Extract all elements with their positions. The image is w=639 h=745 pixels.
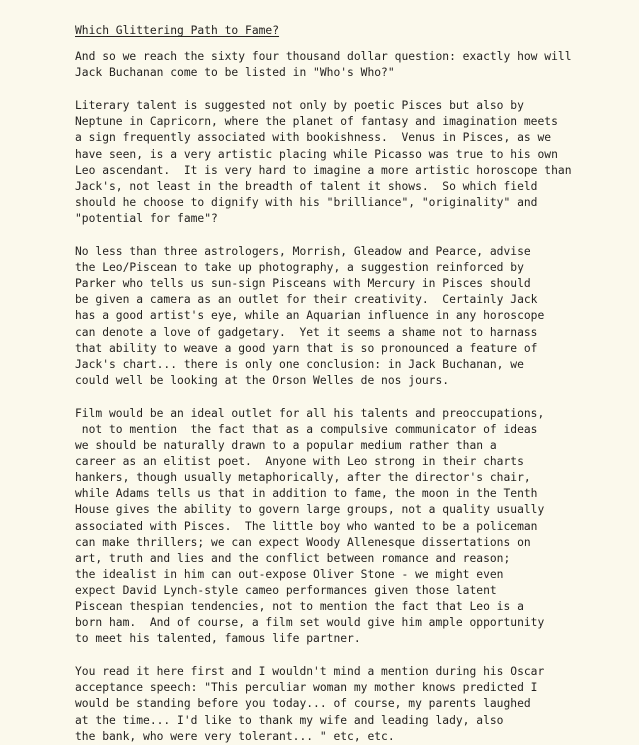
text-line: House gives the ability to govern large groups, not a quality usually — [75, 503, 545, 517]
text-line: be given a camera as an outlet for their creativity. Certainly Jack — [75, 293, 538, 307]
text-line: we should be naturally drawn to a popular medium rather than a — [75, 439, 497, 453]
text-line: hankers, though usually metaphorically, after the director's chair, — [75, 471, 531, 485]
text-line: should he choose to dignify with his "brilliance", "originality" and — [75, 195, 538, 209]
text-line: associated with Pisces. The little boy who wanted to be a policeman — [75, 519, 538, 533]
text-line: can denote a love of gadgetary. Yet it seems a shame not to harnass — [75, 325, 538, 339]
text-line: You read it here first and I wouldn't mind a mention during his Oscar — [75, 665, 545, 679]
text-line: the Leo/Piscean to take up photography, a suggestion reinforced by — [75, 261, 524, 275]
text-line: No less than three astrologers, Morrish, Gleadow and Pearce, advise — [75, 245, 531, 259]
text-line: Film would be an ideal outlet for all his talents and preoccupations, — [75, 406, 545, 420]
paragraph-5 — [75, 664, 629, 744]
text-line: Piscean thespian tendencies, not to mention the fact that Leo is a — [75, 600, 524, 613]
text-line: have seen, is a very artistic placing while Picasso was true to his own — [75, 147, 558, 161]
text-line: "potential for fame"? — [75, 211, 218, 225]
document-title: Which Glittering Path to Fame? — [75, 24, 280, 37]
text-line: can make thrillers; we can expect Woody Allenesque dissertations on — [75, 535, 531, 549]
text-line: Jack's, not least in the breadth of talent it shows. So which field — [75, 179, 538, 193]
text-line: the bank, who were very tolerant... " etc, etc. — [75, 729, 395, 743]
text-line: Leo ascendant. It is very hard to imagine a more artistic horoscope than — [75, 163, 572, 177]
text-line: Neptune in Capricorn, where the planet of fantasy and imagination meets — [75, 115, 558, 129]
text-line: Jack Buchanan come to be listed in "Who's Who?" — [75, 66, 395, 80]
text-line: Parker who tells us sun-sign Pisceans with Mercury in Pisces should — [75, 277, 531, 291]
text-line: to meet his talented, famous life partner. — [75, 632, 361, 646]
text-line: born ham. And of course, a film set would give him ample opportunity — [75, 616, 545, 630]
document-body — [75, 49, 629, 745]
text-line: would be standing before you today... of course, my parents laughed — [75, 697, 531, 711]
text-line: has a good artist's eye, while an Aquarian influence in any horoscope — [75, 309, 545, 323]
text-line: not to mention the fact that as a compulsive communicator of ideas — [75, 422, 538, 436]
text-line: Jack's chart... there is only one conclusion: in Jack Buchanan, we — [75, 357, 524, 371]
text-line: acceptance speech: "This perculiar woman my mother knows predicted I — [75, 681, 538, 695]
text-line: the idealist in him can out-expose Oliver Stone - we might even — [75, 567, 504, 581]
text-line: a sign frequently associated with bookishness. Venus in Pisces, as we — [75, 131, 552, 145]
text-line: art, truth and lies and the conflict between romance and reason; — [75, 551, 511, 565]
text-line: at the time... I'd like to thank my wife and leading lady, also — [75, 713, 504, 727]
text-line: while Adams tells us that in addition to fame, the moon in the Tenth — [75, 487, 538, 501]
paragraph-2 — [75, 98, 629, 227]
text-line: that ability to weave a good yarn that is so pronounced a feature of — [75, 341, 538, 355]
text-line: expect David Lynch-style cameo performances given those latent — [75, 583, 497, 597]
paragraph-3 — [75, 244, 629, 389]
text-line: career as an elitist poet. Anyone with Leo strong in their charts — [75, 455, 524, 469]
paragraph-4 — [75, 406, 629, 647]
text-line: And so we reach the sixty four thousand dollar question: exactly how will — [75, 50, 572, 64]
text-line: could well be looking at the Orson Welles de nos jours. — [75, 373, 450, 387]
paragraph-1 — [75, 49, 629, 81]
text-line: Literary talent is suggested not only by poetic Pisces but also by — [75, 99, 524, 113]
